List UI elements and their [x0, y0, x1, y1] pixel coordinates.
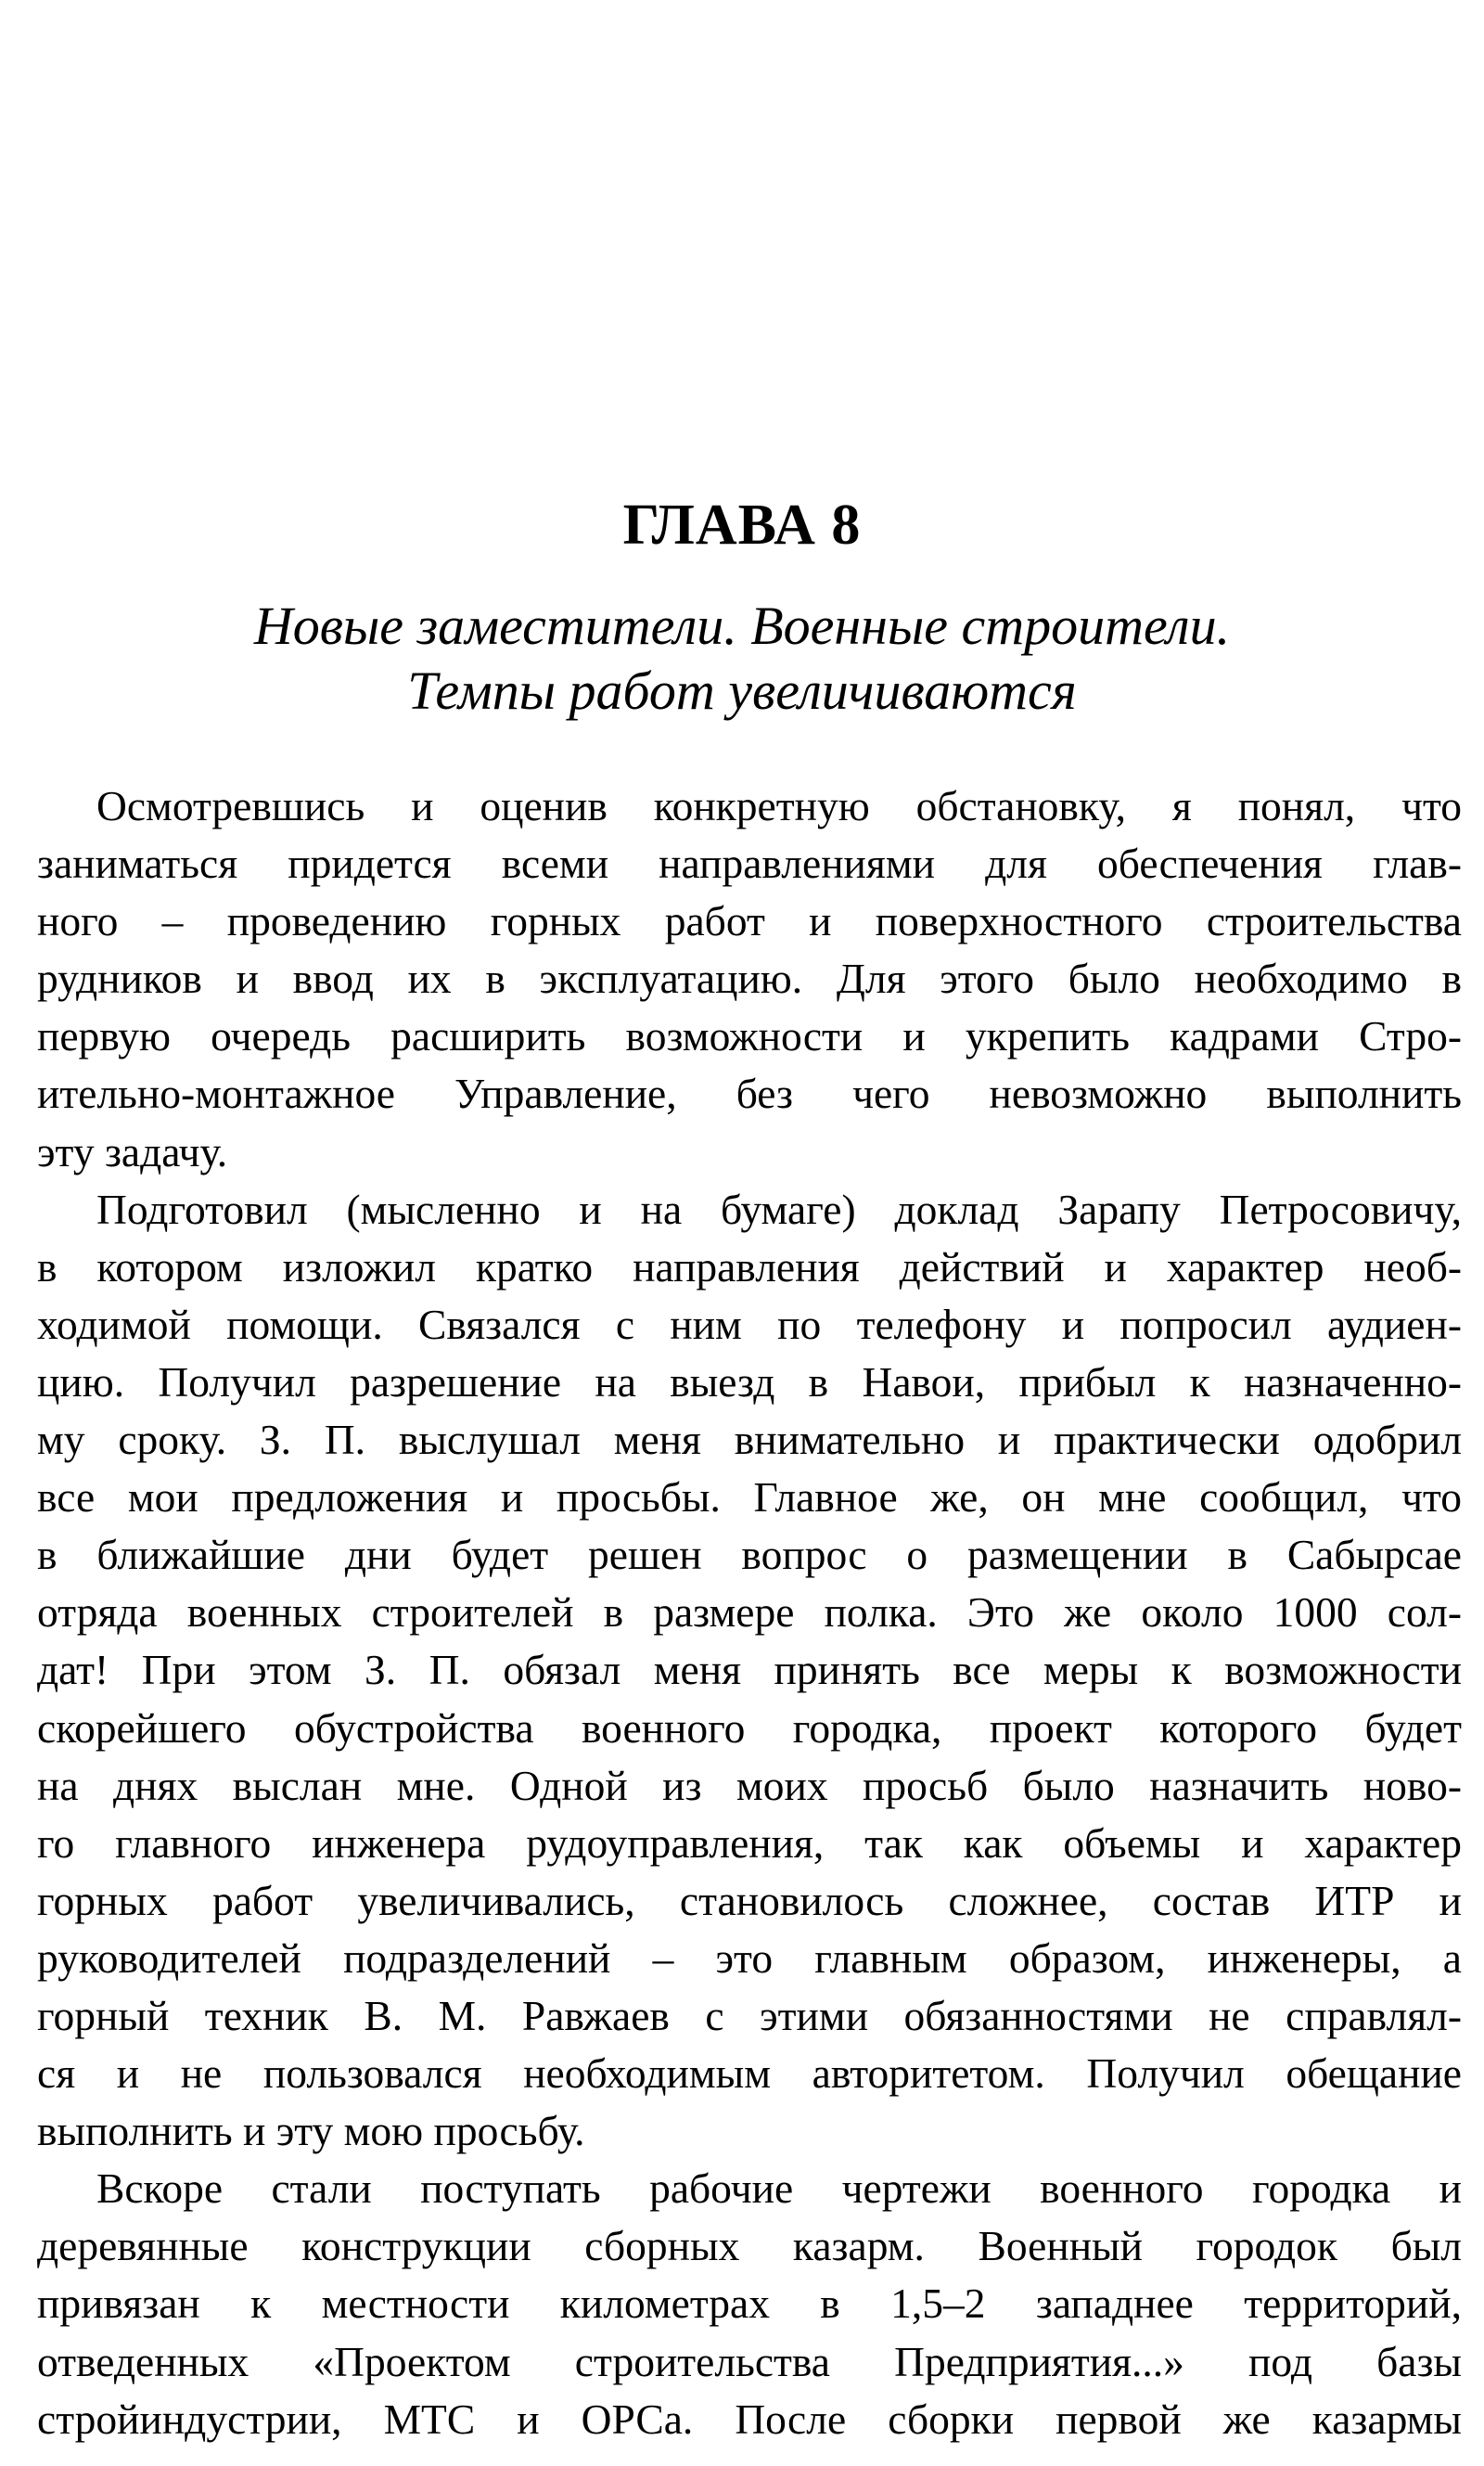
text-line: горный техник В. М. Равжаев с этими обязанностями не справлял- — [37, 1991, 1462, 2039]
text-line: го главного инженера рудоуправления, так как объемы и характер — [37, 1818, 1462, 1867]
text-line: горных работ увеличивались, становилось сложнее, состав ИТР и — [37, 1876, 1462, 1924]
text-line: скорейшего обустройства военного городка, проект которого будет — [37, 1703, 1462, 1752]
chapter-subtitle — [139, 594, 1345, 724]
text-line: Вскоре стали поступать рабочие чертежи военного городка и — [96, 2164, 1462, 2213]
chapter-title: ГЛАВА 8 — [622, 494, 862, 557]
chapter-body — [37, 777, 1462, 2448]
text-line: рудников и ввод их в эксплуатацию. Для этого было необходимо в — [37, 955, 1462, 1003]
text-line: выполнить и эту мою просьбу. — [37, 2107, 585, 2155]
text-line: цию. Получил разрешение на выезд в Навои, прибыл к назначенно- — [37, 1357, 1462, 1406]
text-line: отряда военных строителей в размере полка. Это же около 1000 сол- — [37, 1588, 1462, 1637]
text-line: в ближайшие дни будет решен вопрос о размещении в Сабырсае — [37, 1531, 1462, 1579]
text-line: эту задачу. — [37, 1127, 228, 1175]
text-line: деревянные конструкции сборных казарм. Военный городок был — [37, 2222, 1462, 2270]
text-line: все мои предложения и просьбы. Главное же, он мне сообщил, что — [37, 1473, 1462, 1522]
text-line: заниматься придется всеми направлениями для обеспечения глав- — [37, 840, 1462, 888]
text-line: ходимой помощи. Связался с ним по телефону и попросил аудиен- — [37, 1300, 1462, 1348]
text-line: отведенных «Проектом строительства Предприятия...» под базы — [37, 2337, 1462, 2385]
text-line: в котором изложил кратко направления действий и характер необ- — [37, 1242, 1462, 1291]
paragraph-1 — [37, 777, 1462, 1181]
text-line: стройиндустрии, МТС и ОРСа. После сборки первой же казармы — [37, 2395, 1462, 2443]
text-line: привязан к местности километрах в 1,5–2 западнее территорий, — [37, 2280, 1462, 2328]
paragraph-2 — [37, 1181, 1462, 2161]
text-line: руководителей подразделений – это главным образом, инженеры, а — [37, 1933, 1462, 1982]
text-line: ного – проведению горных работ и поверхностного строительства — [37, 897, 1462, 945]
paragraph-3 — [37, 2160, 1462, 2447]
subtitle-line: Темпы работ увеличиваются — [407, 661, 1077, 721]
text-line: дат! При этом З. П. обязал меня принять все меры к возможности — [37, 1646, 1462, 1694]
text-line: му сроку. З. П. выслушал меня внимательно и практически одобрил — [37, 1416, 1462, 1464]
text-line: первую очередь расширить возможности и укрепить кадрами Стро- — [37, 1012, 1462, 1060]
text-line: на днях выслан мне. Одной из моих просьб было назначить ново- — [37, 1761, 1462, 1809]
text-line: Подготовил (мысленно и на бумаге) доклад Зарапу Петросовичу, — [96, 1185, 1462, 1233]
subtitle-line: Новые заместители. Военные строители. — [253, 596, 1231, 656]
text-line: ся и не пользовался необходимым авторитетом. Получил обещание — [37, 2049, 1462, 2098]
text-line: Осмотревшись и оценив конкретную обстановку, я понял, что — [96, 782, 1462, 829]
text-line: ительно-монтажное Управление, без чего невозможно выполнить — [37, 1070, 1462, 1118]
